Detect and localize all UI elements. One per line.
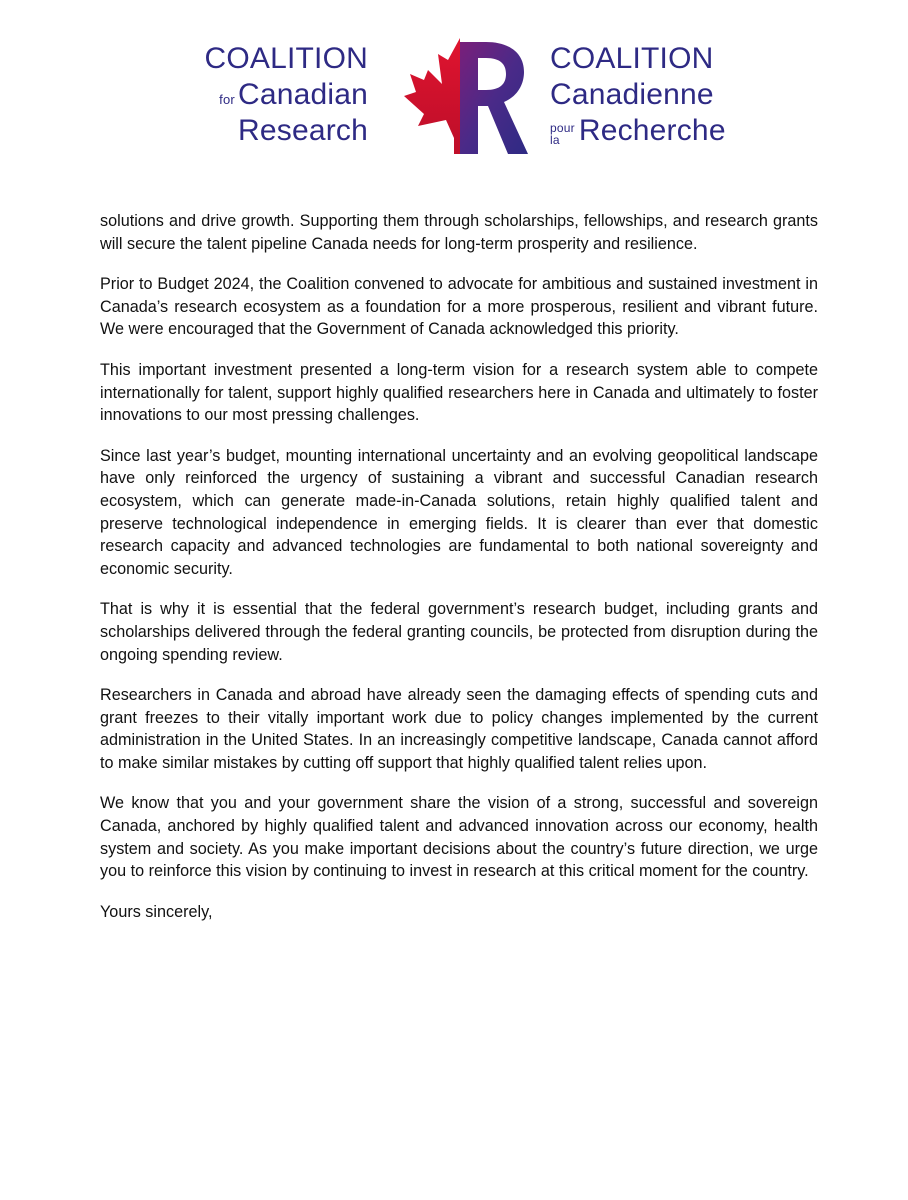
brand-en-line3: Research (238, 114, 368, 147)
brand-fr-line1: COALITION (550, 42, 714, 75)
brand-en-line1: COALITION (204, 42, 368, 75)
brand-en-prefix: for (219, 92, 235, 107)
coalition-name-french (550, 44, 726, 152)
letter-body (100, 210, 818, 941)
paragraph-7: We know that you and your government share the vision of a strong, successful and sovereign Canada, anchored by highly qualified talent and advanced innovation across our economy, health system and society. As you make important decisions about the country’s future direction, we urge you to reinforce this vision by continuing to invest in research at this critical moment for the country. (100, 794, 818, 881)
paragraph-1: solutions and drive growth. Supporting them through scholarships, fellowships, and research grants will secure the talent pipeline Canada needs for long-term prosperity and resilience. (100, 212, 818, 253)
brand-fr-line3: Recherche (578, 114, 726, 147)
coalition-name-english (205, 44, 369, 152)
paragraph-6: Researchers in Canada and abroad have already seen the damaging effects of spending cuts and grant freezes to their vitally important work due to policy changes implemented by the current administration in the United States. In an increasingly competitive landscape, Canada cannot afford to make similar mistakes by cutting off support that highly qualified talent relies upon. (100, 686, 818, 772)
closing: Yours sincerely, (100, 902, 213, 921)
paragraph-3: This important investment presented a long-term vision for a research system able to compete internationally for talent, support highly qualified researchers here in Canada and ultimately to foster innovations to our most pressing challenges. (100, 360, 818, 425)
brand-en-line2: Canadian (237, 78, 368, 111)
paragraph-4: Since last year’s budget, mounting international uncertainty and an evolving geopolitical landscape have only reinforced the urgency of sustaining a vibrant and successful Canadian research ecosystem, which can generate made-in-Canada solutions, retain highly qualified talent and preserve technological independence in emerging fields. It is clearer than ever that domestic research capacity and advanced technologies are fundamental to both national sovereignty and economic security. (100, 446, 818, 578)
paragraph-2: Prior to Budget 2024, the Coalition convened to advocate for ambitious and sustained investment in Canada’s research ecosystem as a foundation for a more prosperous, resilient and vibrant future. We were encouraged that the Government of Canada acknowledged this priority. (100, 275, 818, 339)
brand-fr-prefix: pour la (550, 121, 575, 147)
brand-fr-line2: Canadienne (550, 78, 714, 111)
letterhead (0, 30, 908, 160)
paragraph-5: That is why it is essential that the federal government’s research budget, including grants and scholarships delivered through the federal granting councils, be protected from disruption during the ongoing spending review. (100, 600, 818, 664)
maple-leaf-R-logo-icon (384, 34, 534, 158)
